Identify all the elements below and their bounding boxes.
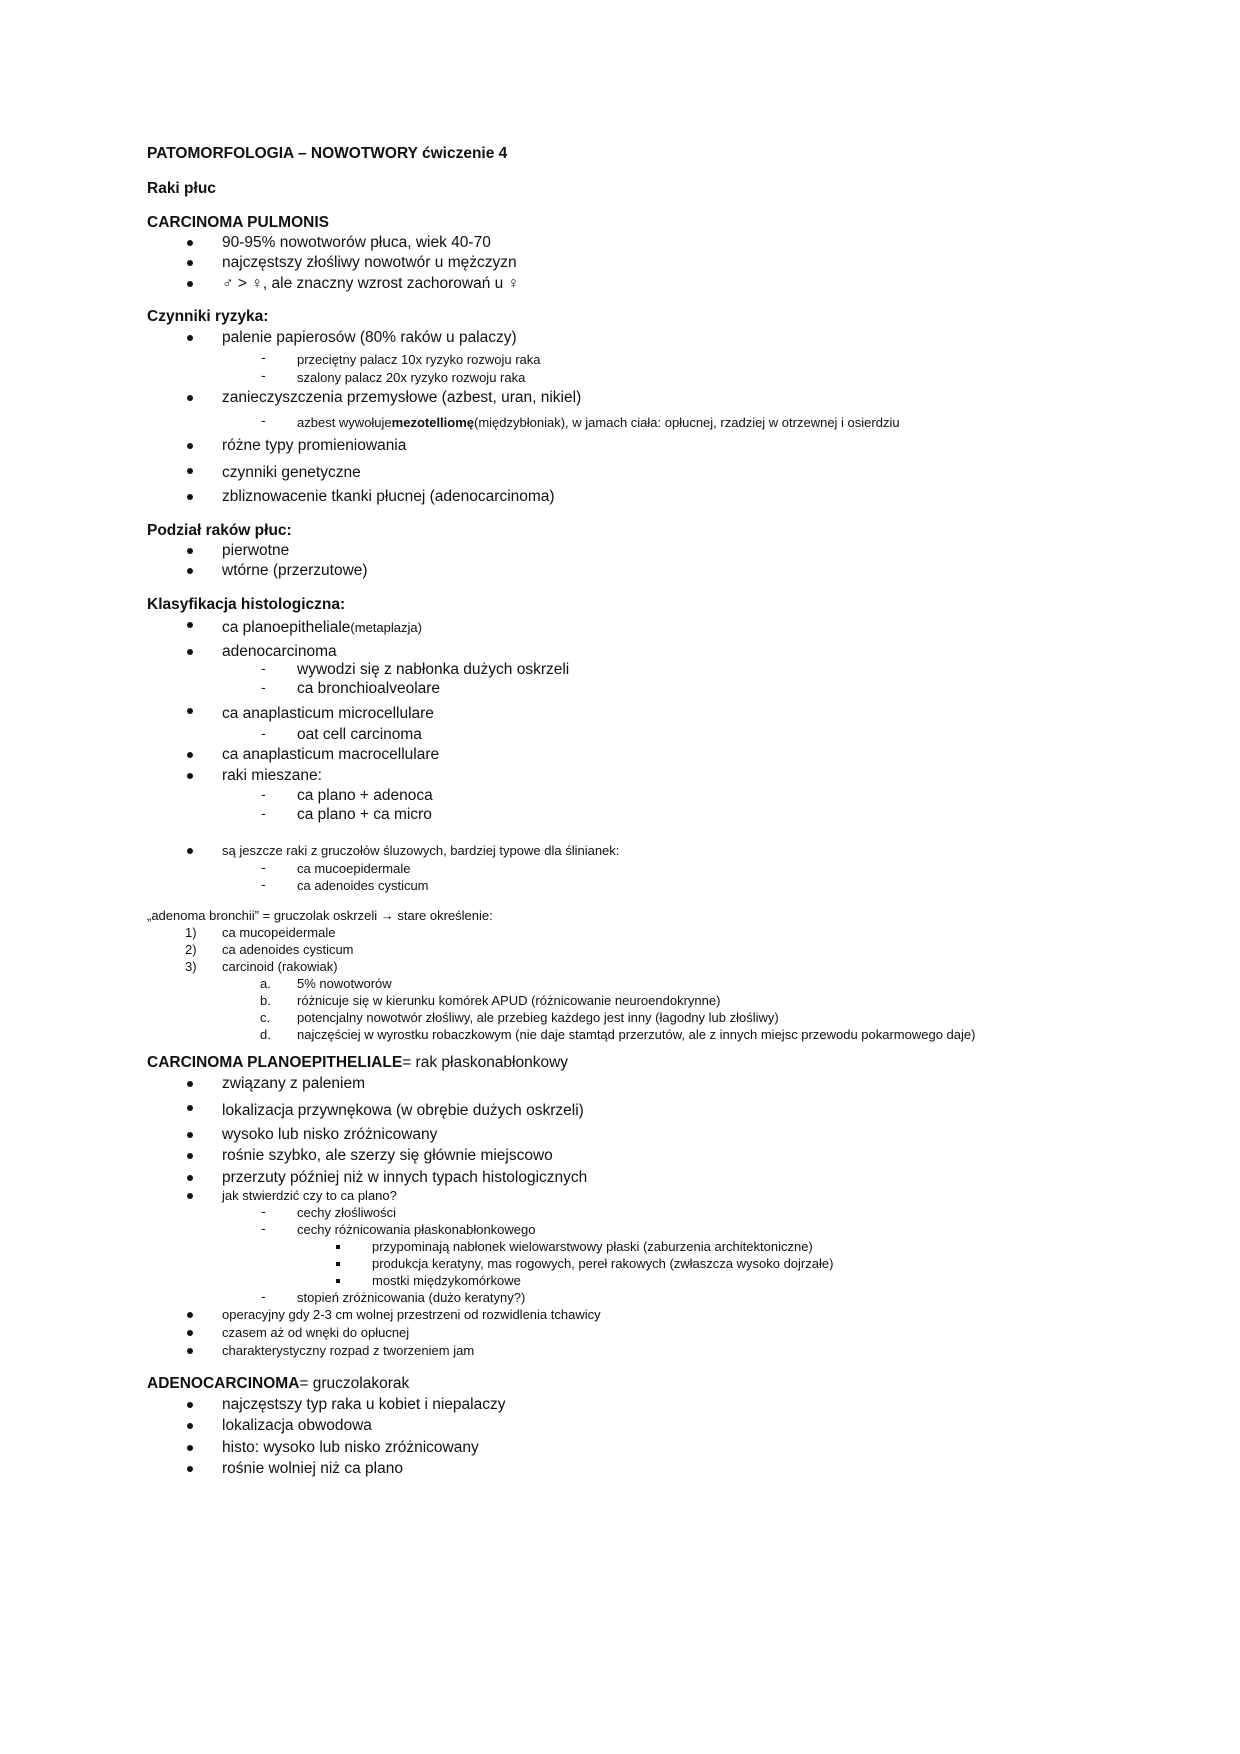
list-item: 90-95% nowotworów płuca, wiek 40-70 [147, 235, 1107, 251]
list-subitem: - szalony palacz 20x ryzyko rozwoju raka [261, 367, 526, 385]
list-subitem: - ca mucoepidermale [261, 859, 411, 876]
list-item: wtórne (przerzutowe) [147, 563, 1107, 579]
list-item: czasem aż od wnęki do opłucnej [147, 1326, 1107, 1339]
list-item: czynniki genetyczne [147, 465, 1107, 481]
bullet-icon [187, 848, 193, 854]
list-item: ca anaplasticum microcellulare [147, 706, 1107, 722]
list-item: pierwotne [147, 543, 1107, 559]
dash-icon: - [261, 660, 266, 676]
dash-icon: - [261, 1220, 266, 1236]
list-item: rośnie szybko, ale szerzy się głównie miejscowo [147, 1148, 1107, 1164]
list-letter: a. [260, 976, 271, 991]
section-heading-plano: CARCINOMA PLANOEPITHELIALE= rak płaskonabłonkowy [147, 1054, 569, 1071]
square-bullet-icon [336, 1262, 340, 1266]
bullet-icon [187, 1105, 193, 1111]
bullet-icon [187, 752, 193, 758]
list-subitem: - oat cell carcinoma [261, 724, 422, 743]
list-subitem: - przeciętny palacz 10x ryzyko rozwoju raka [261, 349, 541, 367]
list-item: najczęstszy typ raka u kobiet i niepalaczy [147, 1397, 1107, 1413]
list-subsubitem: przypominają nabłonek wielowarstwowy płaski (zaburzenia architektoniczne) [147, 1240, 1107, 1253]
adenoma-intro: „adenoma bronchii” = gruczolak oskrzeli → stare określenie: [147, 908, 493, 923]
dash-icon: - [261, 859, 266, 875]
dash-icon: - [261, 804, 266, 821]
bullet-icon [187, 1330, 193, 1336]
list-subitem: - stopień zróżnicowania (dużo keratyny?) [261, 1288, 526, 1305]
page-title: PATOMORFOLOGIA – NOWOTWORY ćwiczenie 4 [147, 145, 508, 162]
bullet-icon [187, 1423, 193, 1429]
dash-icon: - [261, 876, 266, 892]
bullet-icon [187, 1193, 193, 1199]
list-item: ca planoepitheliale(metaplazja) [147, 620, 1107, 636]
list-item: rośnie wolniej niż ca plano [147, 1461, 1107, 1477]
list-item: zbliznowacenie tkanki płucnej (adenocarcinoma) [147, 489, 1107, 505]
list-subsubitem: produkcja keratyny, mas rogowych, pereł rakowych (zwłaszcza wysoko dojrzałe) [147, 1257, 1107, 1270]
bullet-icon [187, 1175, 193, 1181]
list-subitem: - ca bronchioalveolare [261, 678, 441, 697]
list-letter: c. [260, 1010, 271, 1025]
list-subitem: - wywodzi się z nabłonka dużych oskrzeli [261, 660, 570, 678]
section-heading-czynniki: Czynniki ryzyka: [147, 308, 269, 325]
list-item: najczęstszy złośliwy nowotwór u mężczyzn [147, 255, 1107, 271]
bullet-icon [187, 1402, 193, 1408]
bullet-icon [187, 1132, 193, 1138]
bullet-icon [187, 240, 193, 246]
list-subitem: - ca plano + ca micro [261, 804, 432, 823]
list-item: operacyjny gdy 2-3 cm wolnej przestrzeni od rozwidlenia tchawicy [147, 1308, 1107, 1321]
list-item: histo: wysoko lub nisko zróżnicowany [147, 1440, 1107, 1456]
list-number: 3) [185, 959, 197, 974]
list-item: ♂ > ♀, ale znaczny wzrost zachorowań u ♀ [147, 276, 1107, 292]
section-heading-raki: Raki płuc [147, 179, 216, 197]
section-heading-carcinoma-pulmonis: CARCINOMA PULMONIS [147, 214, 329, 231]
list-item: lokalizacja obwodowa [147, 1418, 1107, 1434]
numbered-item: 2) ca adenoides cysticum [185, 942, 354, 957]
section-heading-podzial: Podział raków płuc: [147, 522, 292, 539]
list-item: związany z paleniem [147, 1076, 1107, 1092]
list-subitem: - azbest wywołujemezotelliomę(międzybłoniak), w jamach ciała: opłucnej, rzadziej w otrzewnej i osierdziu [261, 411, 900, 430]
square-bullet-icon [336, 1279, 340, 1283]
list-subitem: - cechy złośliwości [261, 1203, 396, 1220]
section-heading-klasyfikacja: Klasyfikacja histologiczna: [147, 595, 346, 613]
list-subsubitem: mostki międzykomórkowe [147, 1274, 1107, 1287]
lettered-item: a. 5% nowotworów [260, 976, 392, 991]
bullet-icon [187, 260, 193, 266]
list-item: charakterystyczny rozpad z tworzeniem jam [147, 1344, 1107, 1357]
bullet-icon [187, 1153, 193, 1159]
bullet-icon [187, 649, 193, 655]
bullet-icon [187, 1445, 193, 1451]
list-number: 2) [185, 942, 197, 957]
list-subitem: - cechy różnicowania płaskonabłonkowego [261, 1220, 536, 1237]
bullet-icon [187, 1081, 193, 1087]
bullet-icon [187, 568, 193, 574]
list-item: wysoko lub nisko zróżnicowany [147, 1127, 1107, 1143]
list-item: palenie papierosów (80% raków u palaczy) [147, 330, 1107, 346]
list-item: adenocarcinoma [147, 644, 1107, 660]
list-subitem: - ca plano + adenoca [261, 786, 433, 804]
list-item: lokalizacja przywnękowa (w obrębie dużych oskrzeli) [147, 1103, 1107, 1119]
bullet-icon [187, 395, 193, 401]
document-content [147, 146, 1107, 1477]
dash-icon: - [261, 1288, 266, 1304]
section-heading-adeno: ADENOCARCINOMA= gruczolakorak [147, 1375, 410, 1392]
lettered-item: c. potencjalny nowotwór złośliwy, ale przebieg każdego jest inny (łagodny lub złośliwy) [260, 1010, 779, 1025]
lettered-item: d. najczęściej w wyrostku robaczkowym (nie daje stamtąd przerzutów, ale z innych miejsc przewodu pokarmowego daje) [260, 1027, 976, 1042]
bullet-icon [187, 468, 193, 474]
bullet-icon [187, 494, 193, 500]
list-subitem: - ca adenoides cysticum [261, 876, 429, 893]
bullet-icon [187, 1312, 193, 1318]
dash-icon: - [261, 724, 266, 741]
bullet-icon [187, 443, 193, 449]
list-item: raki mieszane: [147, 768, 1107, 784]
dash-icon: - [261, 1203, 266, 1219]
square-bullet-icon [336, 1245, 340, 1249]
bullet-icon [187, 1466, 193, 1472]
list-letter: b. [260, 993, 271, 1008]
dash-icon: - [261, 786, 266, 802]
lettered-item: b. różnicuje się w kierunku komórek APUD (różnicowanie neuroendokrynne) [260, 993, 721, 1008]
dash-icon: - [261, 367, 266, 383]
numbered-item: 3) carcinoid (rakowiak) [185, 959, 338, 974]
dash-icon: - [261, 349, 266, 365]
list-item: zanieczyszczenia przemysłowe (azbest, uran, nikiel) [147, 390, 1107, 406]
list-item: jak stwierdzić czy to ca plano? [147, 1189, 1107, 1202]
bullet-icon [187, 1348, 193, 1354]
bullet-icon [187, 622, 193, 628]
list-letter: d. [260, 1027, 271, 1042]
bullet-icon [187, 281, 193, 287]
dash-icon: - [261, 678, 266, 695]
bullet-icon [187, 773, 193, 779]
list-item: różne typy promieniowania [147, 438, 1107, 454]
list-number: 1) [185, 925, 197, 940]
list-item: ca anaplasticum macrocellulare [147, 747, 1107, 763]
dash-icon: - [261, 411, 266, 428]
list-item: przerzuty później niż w innych typach histologicznych [147, 1170, 1107, 1186]
bullet-icon [187, 708, 193, 714]
numbered-item: 1) ca mucopeidermale [185, 925, 336, 940]
bullet-icon [187, 335, 193, 341]
bullet-icon [187, 548, 193, 554]
list-item: są jeszcze raki z gruczołów śluzowych, bardziej typowe dla ślinianek: [147, 844, 1107, 857]
